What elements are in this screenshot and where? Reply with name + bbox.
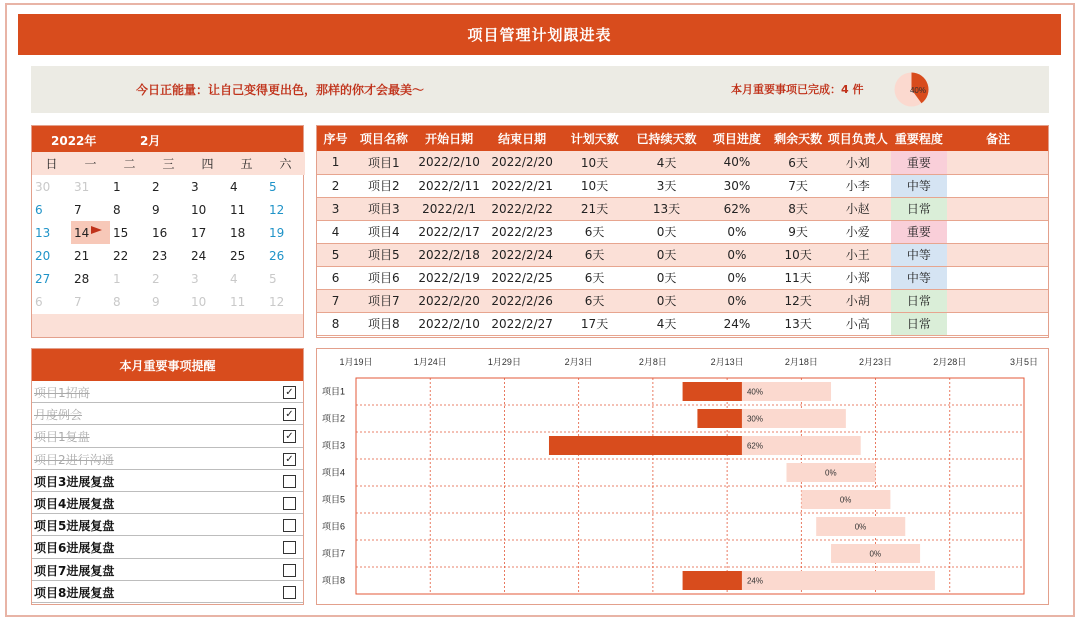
calendar-day[interactable]: [188, 198, 227, 221]
gantt-bar-elapsed: [683, 571, 742, 590]
reminder-item: [32, 559, 303, 581]
table-cell[interactable]: 17天: [559, 312, 631, 335]
table-cell[interactable]: 小赵: [825, 197, 891, 220]
calendar-day-number: 3: [191, 271, 199, 286]
calendar-day[interactable]: [188, 244, 227, 267]
calendar-day[interactable]: [188, 221, 227, 244]
reminder-text: 项目1复盘: [34, 430, 90, 445]
gantt-tick-label: 2月28日: [933, 357, 967, 367]
calendar-day[interactable]: [266, 244, 305, 267]
calendar-day-number: 20: [35, 248, 51, 263]
table-cell[interactable]: 0%: [703, 220, 772, 243]
gantt-category-label: 项目4: [322, 467, 346, 478]
table-cell[interactable]: 重要: [891, 151, 948, 174]
checkbox[interactable]: [283, 497, 296, 510]
table-cell[interactable]: 8: [316, 312, 355, 335]
calendar-day-number: 9: [152, 202, 160, 217]
reminder-item: [32, 381, 303, 403]
reminder-text: 项目4进展复盘: [34, 496, 115, 511]
table-row[interactable]: [316, 312, 1049, 335]
calendar-day-number: 1: [113, 179, 121, 194]
reminder-item: [32, 492, 303, 514]
calendar-day-number: 7: [74, 294, 82, 309]
calendar-day-number: 5: [269, 271, 277, 286]
calendar-day[interactable]: [32, 175, 71, 198]
table-cell[interactable]: 2022/2/23: [486, 220, 559, 243]
gantt-bar-elapsed: [549, 436, 742, 455]
table-cell[interactable]: 2022/2/27: [486, 312, 559, 335]
calendar-header: [32, 126, 303, 152]
table-cell[interactable]: 0%: [703, 243, 772, 266]
table-cell[interactable]: 小王: [825, 243, 891, 266]
table-row[interactable]: [316, 151, 1049, 174]
table-cell[interactable]: 21天: [559, 197, 631, 220]
reminder-item: [32, 403, 303, 425]
calendar-day-number: 17: [191, 225, 207, 240]
calendar-day[interactable]: [71, 267, 110, 290]
table-cell[interactable]: 2022/2/24: [486, 243, 559, 266]
gantt-bar-elapsed: [683, 382, 742, 401]
calendar-day-number: 31: [74, 179, 90, 194]
table-cell[interactable]: 5: [316, 243, 355, 266]
gantt-tick-label: 2月8日: [638, 357, 667, 367]
gantt-tick-label: 2月18日: [784, 357, 818, 367]
gantt-tick-label: 1月19日: [339, 357, 373, 367]
table-cell[interactable]: [947, 220, 1049, 243]
table-cell[interactable]: 2022/2/20: [413, 289, 486, 312]
table-cell[interactable]: 0天: [631, 266, 703, 289]
calendar-day-today[interactable]: [71, 221, 110, 244]
table-cell[interactable]: 13天: [771, 312, 824, 335]
calendar-day[interactable]: [266, 221, 305, 244]
calendar-day[interactable]: [32, 267, 71, 290]
table-cell[interactable]: 10天: [559, 174, 631, 197]
table-cell[interactable]: [947, 312, 1049, 335]
calendar-day[interactable]: [149, 221, 188, 244]
calendar-day[interactable]: [32, 244, 71, 267]
calendar-day[interactable]: [71, 290, 110, 313]
calendar-day[interactable]: [227, 221, 266, 244]
table-cell[interactable]: 0%: [703, 266, 772, 289]
table-cell[interactable]: [947, 266, 1049, 289]
calendar-weekday: 一: [71, 152, 110, 175]
completion-pie-label: 40%: [909, 86, 927, 95]
table-cell[interactable]: 小爱: [825, 220, 891, 243]
calendar-day-number: 2: [152, 179, 160, 194]
calendar-day[interactable]: [149, 175, 188, 198]
table-cell[interactable]: 小李: [825, 174, 891, 197]
checkbox-checked[interactable]: ✓: [283, 408, 296, 421]
table-cell[interactable]: 30%: [703, 174, 772, 197]
table-cell[interactable]: 7天: [771, 174, 824, 197]
calendar-day[interactable]: [110, 198, 149, 221]
table-cell[interactable]: 1: [316, 151, 355, 174]
table-cell[interactable]: [947, 151, 1049, 174]
gantt-category-label: 项目1: [322, 386, 346, 397]
gantt-category-label: 项目8: [322, 575, 346, 586]
calendar-day-number: 16: [152, 225, 168, 240]
table-row[interactable]: [316, 174, 1049, 197]
gantt-category-label: 项目3: [322, 440, 346, 451]
calendar-day[interactable]: [188, 290, 227, 313]
table-row[interactable]: [316, 266, 1049, 289]
table-cell[interactable]: 6天: [559, 220, 631, 243]
checkbox-checked[interactable]: ✓: [283, 430, 296, 443]
table-cell[interactable]: 6: [316, 266, 355, 289]
table-cell[interactable]: 3天: [631, 174, 703, 197]
table-cell[interactable]: 2022/2/1: [413, 197, 486, 220]
table-cell[interactable]: 小郑: [825, 266, 891, 289]
motto-banner: [31, 66, 1049, 113]
calendar-day[interactable]: [149, 290, 188, 313]
gantt-category-label: 项目2: [322, 413, 346, 424]
calendar-day[interactable]: [266, 267, 305, 290]
table-cell[interactable]: 62%: [703, 197, 772, 220]
calendar-day-number: 11: [230, 294, 246, 309]
table-cell[interactable]: 2022/2/22: [486, 197, 559, 220]
calendar-day[interactable]: [227, 198, 266, 221]
calendar-day-number: 1: [113, 271, 121, 286]
calendar-day-number: 30: [35, 179, 51, 194]
calendar-day-number: 8: [113, 294, 121, 309]
gantt-bar-label: 24%: [746, 576, 763, 586]
calendar-footer: [32, 314, 303, 337]
calendar-weekday: 三: [149, 152, 188, 175]
table-cell[interactable]: 2022/2/20: [486, 151, 559, 174]
calendar-day[interactable]: [110, 290, 149, 313]
table-cell[interactable]: 中等: [891, 266, 948, 289]
reminder-text: 项目5进展复盘: [34, 519, 115, 534]
gantt-bar-label: 30%: [746, 414, 763, 424]
table-cell[interactable]: [947, 174, 1049, 197]
table-cell[interactable]: 2022/2/19: [413, 266, 486, 289]
calendar-day[interactable]: [71, 175, 110, 198]
gantt-tick-label: 2月23日: [859, 357, 893, 367]
table-row[interactable]: [316, 289, 1049, 312]
table-cell[interactable]: 项目6: [355, 266, 413, 289]
calendar-day-number: 7: [74, 202, 82, 217]
calendar-day[interactable]: [149, 244, 188, 267]
table-cell[interactable]: [947, 197, 1049, 220]
table-cell[interactable]: 日常: [891, 289, 948, 312]
table-cell[interactable]: 2022/2/17: [413, 220, 486, 243]
calendar-day-number: 6: [35, 294, 43, 309]
calendar-day-number: 8: [113, 202, 121, 217]
table-cell[interactable]: 日常: [891, 312, 948, 335]
reminder-text: 项目2进行沟通: [34, 452, 114, 467]
table-cell[interactable]: 6天: [559, 289, 631, 312]
calendar-day[interactable]: [110, 221, 149, 244]
project-table-body: [316, 151, 1049, 335]
gantt-category-label: 项目7: [322, 548, 346, 559]
calendar-day-number: 5: [269, 179, 277, 194]
column-header[interactable]: 计划天数: [559, 125, 631, 151]
checkbox[interactable]: [283, 564, 296, 577]
calendar-day-number: 23: [152, 248, 168, 263]
table-cell[interactable]: 项目2: [355, 174, 413, 197]
calendar-day[interactable]: [149, 198, 188, 221]
table-cell[interactable]: 40%: [703, 151, 772, 174]
table-cell[interactable]: 6天: [559, 266, 631, 289]
calendar-days: [32, 175, 303, 313]
checkbox[interactable]: [283, 475, 296, 488]
reminder-text: 项目3进展复盘: [34, 474, 115, 489]
calendar-day-number: 6: [35, 202, 43, 217]
gantt-tick-label: 1月24日: [413, 357, 447, 367]
table-cell[interactable]: 4天: [631, 312, 703, 335]
calendar-day-number: 26: [269, 248, 285, 263]
page-title: 项目管理计划跟进表: [18, 14, 1061, 55]
calendar-day[interactable]: [188, 267, 227, 290]
calendar-weekday: 日: [32, 152, 71, 175]
table-cell[interactable]: 3: [316, 197, 355, 220]
project-table-header: [316, 125, 1049, 151]
gantt-bar-elapsed: [697, 409, 742, 428]
calendar-day-number: 27: [35, 271, 51, 286]
calendar-day[interactable]: [266, 290, 305, 313]
table-cell[interactable]: 2022/2/10: [413, 312, 486, 335]
gantt-bar-remaining: [742, 571, 935, 590]
table-cell[interactable]: 13天: [631, 197, 703, 220]
table-cell[interactable]: 0天: [631, 243, 703, 266]
calendar-day[interactable]: [71, 198, 110, 221]
calendar-day[interactable]: [227, 267, 266, 290]
table-cell[interactable]: 2022/2/25: [486, 266, 559, 289]
gantt-chart: [316, 348, 1049, 605]
column-header[interactable]: 项目进度: [703, 125, 772, 151]
gantt-category-label: 项目5: [322, 494, 346, 505]
table-cell[interactable]: 重要: [891, 220, 948, 243]
table-row[interactable]: [316, 243, 1049, 266]
column-header[interactable]: 序号: [316, 125, 355, 151]
column-header[interactable]: 剩余天数: [771, 125, 824, 151]
calendar-day-number: 15: [113, 225, 129, 240]
done-summary: 本月重要事项已完成：4 件: [731, 83, 864, 96]
calendar-weekday: 四: [188, 152, 227, 175]
reminder-item: [32, 581, 303, 603]
table-cell[interactable]: 2022/2/26: [486, 289, 559, 312]
calendar-month: 2月: [140, 134, 161, 148]
calendar-day-number: 11: [230, 202, 246, 217]
table-cell[interactable]: 10天: [771, 243, 824, 266]
calendar-day-number: 4: [230, 179, 238, 194]
completion-pie: [893, 71, 930, 108]
table-cell[interactable]: 2022/2/21: [486, 174, 559, 197]
table-cell[interactable]: 7: [316, 289, 355, 312]
calendar-day[interactable]: [32, 221, 71, 244]
reminder-text: 项目6进展复盘: [34, 541, 115, 556]
calendar-day-number: 2: [152, 271, 160, 286]
reminder-item: [32, 425, 303, 447]
reminder-item: [32, 470, 303, 492]
calendar-day[interactable]: [227, 175, 266, 198]
calendar-day-number: 10: [191, 294, 207, 309]
column-header[interactable]: 重要程度: [891, 125, 948, 151]
reminder-title: 本月重要事项提醒: [32, 349, 303, 381]
column-header[interactable]: 项目负责人: [825, 125, 891, 151]
table-cell[interactable]: 中等: [891, 174, 948, 197]
calendar-weekday: 二: [110, 152, 149, 175]
calendar: [31, 125, 304, 338]
calendar-day[interactable]: [110, 244, 149, 267]
column-header[interactable]: 项目名称: [355, 125, 413, 151]
column-header[interactable]: 备注: [947, 125, 1049, 151]
reminder-item: [32, 514, 303, 536]
table-cell[interactable]: 小刘: [825, 151, 891, 174]
table-cell[interactable]: 2022/2/10: [413, 151, 486, 174]
gantt-bar-label: 0%: [854, 522, 867, 532]
calendar-day-number: 13: [35, 225, 51, 240]
checkbox-checked[interactable]: ✓: [283, 386, 296, 399]
column-header[interactable]: 开始日期: [413, 125, 486, 151]
table-cell[interactable]: 项目5: [355, 243, 413, 266]
calendar-weekday: 五: [227, 152, 266, 175]
checkbox[interactable]: [283, 586, 296, 599]
table-cell[interactable]: 项目8: [355, 312, 413, 335]
table-cell[interactable]: [947, 289, 1049, 312]
calendar-day-number: 14: [74, 225, 90, 240]
calendar-day[interactable]: [110, 175, 149, 198]
calendar-day[interactable]: [227, 244, 266, 267]
table-cell[interactable]: 0%: [703, 289, 772, 312]
calendar-day-number: 10: [191, 202, 207, 217]
project-table: [316, 125, 1049, 336]
calendar-day[interactable]: [266, 175, 305, 198]
gantt-bar-label: 40%: [746, 387, 763, 397]
reminder-text: 项目7进展复盘: [34, 563, 115, 578]
calendar-day-number: 9: [152, 294, 160, 309]
gantt-bar-label: 0%: [869, 549, 882, 559]
reminder-item: [32, 536, 303, 558]
gantt-tick-label: 3月5日: [1009, 357, 1039, 367]
table-cell[interactable]: 2022/2/18: [413, 243, 486, 266]
calendar-day-number: 3: [191, 179, 199, 194]
table-cell[interactable]: 项目4: [355, 220, 413, 243]
table-cell[interactable]: 项目7: [355, 289, 413, 312]
calendar-day[interactable]: [32, 290, 71, 313]
calendar-day[interactable]: [149, 267, 188, 290]
gantt-svg: [317, 349, 1050, 606]
calendar-weekday: 六: [266, 152, 305, 175]
checkbox[interactable]: [283, 519, 296, 532]
gantt-bar-label: 0%: [839, 495, 852, 505]
table-cell[interactable]: 6天: [771, 151, 824, 174]
calendar-day-number: 25: [230, 248, 246, 263]
calendar-year: 2022年: [51, 134, 97, 148]
table-row[interactable]: [316, 220, 1049, 243]
gantt-tick-label: 2月13日: [710, 357, 744, 367]
table-cell[interactable]: 小胡: [825, 289, 891, 312]
calendar-day-number: 21: [74, 248, 90, 263]
gantt-category-label: 项目6: [322, 521, 346, 532]
checkbox-checked[interactable]: ✓: [283, 453, 296, 466]
table-cell[interactable]: 6天: [559, 243, 631, 266]
table-cell[interactable]: [947, 243, 1049, 266]
motto-text: 今日正能量：让自己变得更出色，那样的你才会最美～: [136, 83, 425, 97]
calendar-day[interactable]: [32, 198, 71, 221]
reminder-text: 项目8进展复盘: [34, 585, 115, 600]
reminder-list: [32, 381, 303, 603]
gantt-bar-label: 0%: [825, 468, 837, 478]
table-cell[interactable]: 12天: [771, 289, 824, 312]
calendar-day-number: 24: [191, 248, 207, 263]
calendar-weekdays: [32, 152, 303, 175]
calendar-day[interactable]: [266, 198, 305, 221]
calendar-day[interactable]: [110, 267, 149, 290]
column-header[interactable]: 已持续天数: [631, 125, 703, 151]
table-row[interactable]: [316, 197, 1049, 220]
reminder-panel: [31, 348, 304, 605]
reminder-item: [32, 448, 303, 470]
calendar-day-number: 12: [269, 202, 285, 217]
calendar-day-number: 22: [113, 248, 129, 263]
gantt-tick-label: 2月3日: [564, 357, 593, 367]
column-header[interactable]: 结束日期: [486, 125, 559, 151]
table-cell[interactable]: 0天: [631, 220, 703, 243]
table-cell[interactable]: 2: [316, 174, 355, 197]
calendar-day-number: 19: [269, 225, 285, 240]
calendar-day[interactable]: [188, 175, 227, 198]
gantt-bar-label: 62%: [746, 441, 763, 451]
calendar-day-number: 4: [230, 271, 238, 286]
reminder-text: 月度例会: [34, 408, 83, 423]
table-cell[interactable]: 项目1: [355, 151, 413, 174]
flag-icon: [91, 226, 102, 234]
gantt-tick-label: 1月29日: [487, 357, 521, 367]
table-cell[interactable]: 0天: [631, 289, 703, 312]
table-cell[interactable]: 小高: [825, 312, 891, 335]
calendar-day[interactable]: [71, 244, 110, 267]
table-cell[interactable]: 11天: [771, 266, 824, 289]
calendar-day-number: 28: [74, 271, 90, 286]
table-cell[interactable]: 2022/2/11: [413, 174, 486, 197]
table-cell[interactable]: 日常: [891, 197, 948, 220]
table-cell[interactable]: 24%: [703, 312, 772, 335]
table-cell[interactable]: 4天: [631, 151, 703, 174]
table-cell[interactable]: 8天: [771, 197, 824, 220]
table-cell[interactable]: 中等: [891, 243, 948, 266]
table-cell[interactable]: 10天: [559, 151, 631, 174]
calendar-day-number: 18: [230, 225, 246, 240]
checkbox[interactable]: [283, 541, 296, 554]
table-cell[interactable]: 项目3: [355, 197, 413, 220]
table-cell[interactable]: 4: [316, 220, 355, 243]
reminder-text: 项目1招商: [34, 386, 90, 400]
calendar-day-number: 12: [269, 294, 285, 309]
calendar-day[interactable]: [227, 290, 266, 313]
table-cell[interactable]: 9天: [771, 220, 824, 243]
